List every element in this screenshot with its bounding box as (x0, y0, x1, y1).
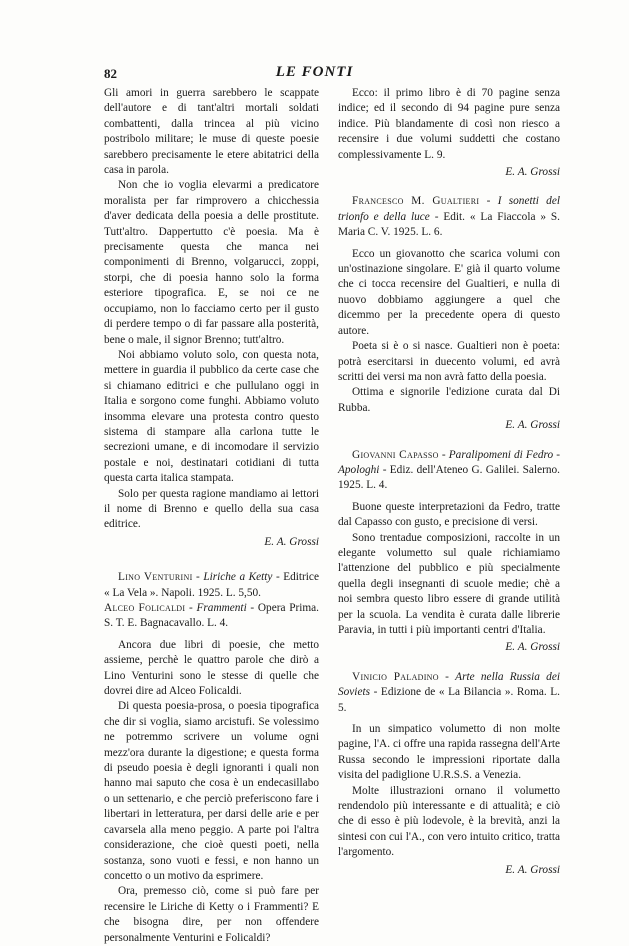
paragraph: Di questa poesia-prosa, o poesia tipografica che dir si voglia, siamo arcistufi. Se volessimo ne potremmo scrivere un volume ogni mezz'ora durante la digestione; e questa forma di pseudo poesia è degli ignoranti i quali non hanno mai saputo che cosa è un endecasillabo o un settenario, e che perciò preferiscono fare i libertari in letteratura, per darsi delle arie e per cavarsela alla meno peggio. A parte poi l'altra considerazione, che cioè questi poeti, nella sostanza, sono vuoti e fessi, e non hanno un concetto o un motivo da esprimere. (104, 700, 319, 882)
journal-title: LE FONTI (275, 64, 354, 80)
signature: E. A. Grossi (505, 166, 560, 179)
left-column (104, 86, 319, 946)
right-column (338, 86, 560, 878)
paragraph: Buone queste interpretazioni da Fedro, tratte dal Capasso con gusto, e precisione di versi. (338, 500, 560, 529)
paragraph: Ecco un giovanotto che scarica volumi con un'ostinazione singolare. E' già il quarto volume che ci tocca recensire del Gualtieri, e nulla di nuovo dobbiamo aggiungere a quel che dicemmo per la precedente opera di questo autore. (338, 247, 560, 337)
paragraph: Solo per questa ragione mandiamo ai lettori il nome di Brenno e quello della sua casa editrice. (104, 487, 319, 531)
signature: E. A. Grossi (505, 419, 560, 432)
paragraph: Ora, premesso ciò, come si può fare per recensire le Liriche di Ketty o i Frammenti? E che bisogna dire, per non offendere personalmente Venturini e Folicaldi? (104, 885, 319, 944)
review-book-title: I sonetti del trionfo e della luce (338, 195, 560, 223)
signature: E. A. Grossi (505, 641, 560, 654)
paragraph: Ecco: il primo libro è di 70 pagine senza indice; ed il secondo di 94 pagine pure senza indice. Più blandamente di così non riesco a recensire i due volumi suddetti che costano complessivamente L. 9. (338, 87, 560, 161)
paragraph: Ancora due libri di poesie, che metto assieme, perchè le quattro parole che dirò a Lino Venturini sono le stesse di quelle che dovrei dire ad Alceo Folicaldi. (104, 638, 319, 698)
review-author: Giovanni Capasso (352, 448, 439, 461)
paragraph: Ottima e signorile l'edizione curata dal Di Rubba. (338, 386, 560, 414)
review-header: Alceo Folicaldi - Frammenti - Opera Prima. S. T. E. Bagnacavallo. L. 4. (104, 602, 320, 630)
signature: E. A. Grossi (264, 535, 319, 548)
review-book-title: Frammenti (196, 602, 247, 614)
signature: E. A. Grossi (505, 863, 560, 876)
review-publisher: Edit. « La Fiaccola » S. Maria C. V. 1925. L. 6. (338, 210, 560, 239)
review-header: Vinicio Paladino - Arte nella Russia dei Soviets - Edizione de « La Bilancia ». Roma. L. 5. (338, 670, 560, 714)
review-publisher: Opera Prima. S. T. E. Bagnacavallo. L. 4. (104, 602, 320, 630)
review-author: Lino Venturini (118, 571, 193, 584)
review-book-title: Arte nella Russia dei Soviets (338, 670, 560, 699)
paragraph: Non che io voglia elevarmi a predicatore moralista per far rimprovero a chicchessia d'aver dedicata della poesia a delle prostitute. Tutt'altro. Dappertutto c'è poesia. Ma è precisamente questa che manca nei componimenti di Brenno, volgarucci, zoppi, storpi, che di poesia hanno solo la forma esteriore tipografica. E, se noi ce ne occupiamo, non lo facciamo certo per il gusto di perdere tempo o di far passare alla posterità, bene o male, il signor Brenno; tutt'altro. (104, 179, 319, 346)
review-header: Giovanni Capasso - Paralipomeni di Fedro - Apologhi - Ediz. dell'Ateneo G. Galilei. Salerno. 1925. L. 4. (338, 448, 560, 492)
review-header: Lino Venturini - Liriche a Ketty - Editrice « La Vela ». Napoli. 1925. L. 5,50. (104, 571, 319, 599)
paragraph: In un simpatico volumetto di non molte pagine, l'A. ci offre una rapida rassegna dell'Arte Russa secondo le impressioni riportate dalla visita del padiglione U.R.S.S. a Venezia. (338, 723, 560, 782)
paragraph: Gli amori in guerra sarebbero le scappate dell'autore e di tant'altri mortali soldati combattenti, dalla trincea al più vicino postribolo militare; le muse di queste poesie sarebbero precisamente le etere abitatrici della casa in parola. (104, 87, 319, 177)
review-book-title: Paralipomeni di Fedro - Apologhi (338, 448, 560, 476)
review-header: Francesco M. Gualtieri - I sonetti del trionfo e della luce - Edit. « La Fiaccola » S. Maria C. V. 1925. L. 6. (338, 195, 560, 239)
review-author: Francesco M. Gualtieri (352, 195, 480, 208)
paragraph: Poeta si è o si nasce. Gualtieri non è poeta: potrà esercitarsi in duecento volumi, ed avrà scritti dei versi ma non avrà fatto della poesia. (338, 340, 560, 383)
paragraph: Molte illustrazioni ornano il volumetto rendendolo più interessante e di attualità; e ciò che di esso è più lodevole, è la brevità, anzi la sintesi con cui l'A., con vero intuito critico, tratta l'argomento. (338, 784, 560, 859)
paragraph: Sono trentadue composizioni, raccolte in un elegante volumetto sul quale richiamiamo l'attenzione del pubblico e più specialmente quella degli insegnanti di scuole medie; chè a noi sembra questo libro essere di grande utilità per la scuola. La vendita è curata dalle librerie Paravia, in tutti i più importanti centri d'Italia. (338, 531, 560, 636)
review-author: Alceo Folicaldi (104, 602, 186, 614)
review-publisher: Ediz. dell'Ateneo G. Galilei. Salerno. 1925. L. 4. (338, 463, 560, 492)
review-publisher: Edizione de « La Bilancia ». Roma. L. 5. (338, 686, 560, 714)
paragraph: Noi abbiamo voluto solo, con questa nota, mettere in guardia il pubblico da certe case che si chiamano editrici e che pullulano oggi in Italia e sorgono come funghi. Abbiamo voluto insomma elevare una protesta contro questo sistema di stampare alla carlona tutte le secrezioni umane, e di incomodare il servizio postale e noi, destinatari cotidiani di tutta questa carta italica stampata. (104, 348, 319, 485)
review-publisher: Editrice « La Vela ». Napoli. 1925. L. 5,50. (104, 571, 319, 599)
review-author: Vinicio Paladino (352, 670, 439, 683)
review-book-title: Liriche a Ketty (203, 571, 273, 584)
page-number: 82 (104, 66, 117, 81)
